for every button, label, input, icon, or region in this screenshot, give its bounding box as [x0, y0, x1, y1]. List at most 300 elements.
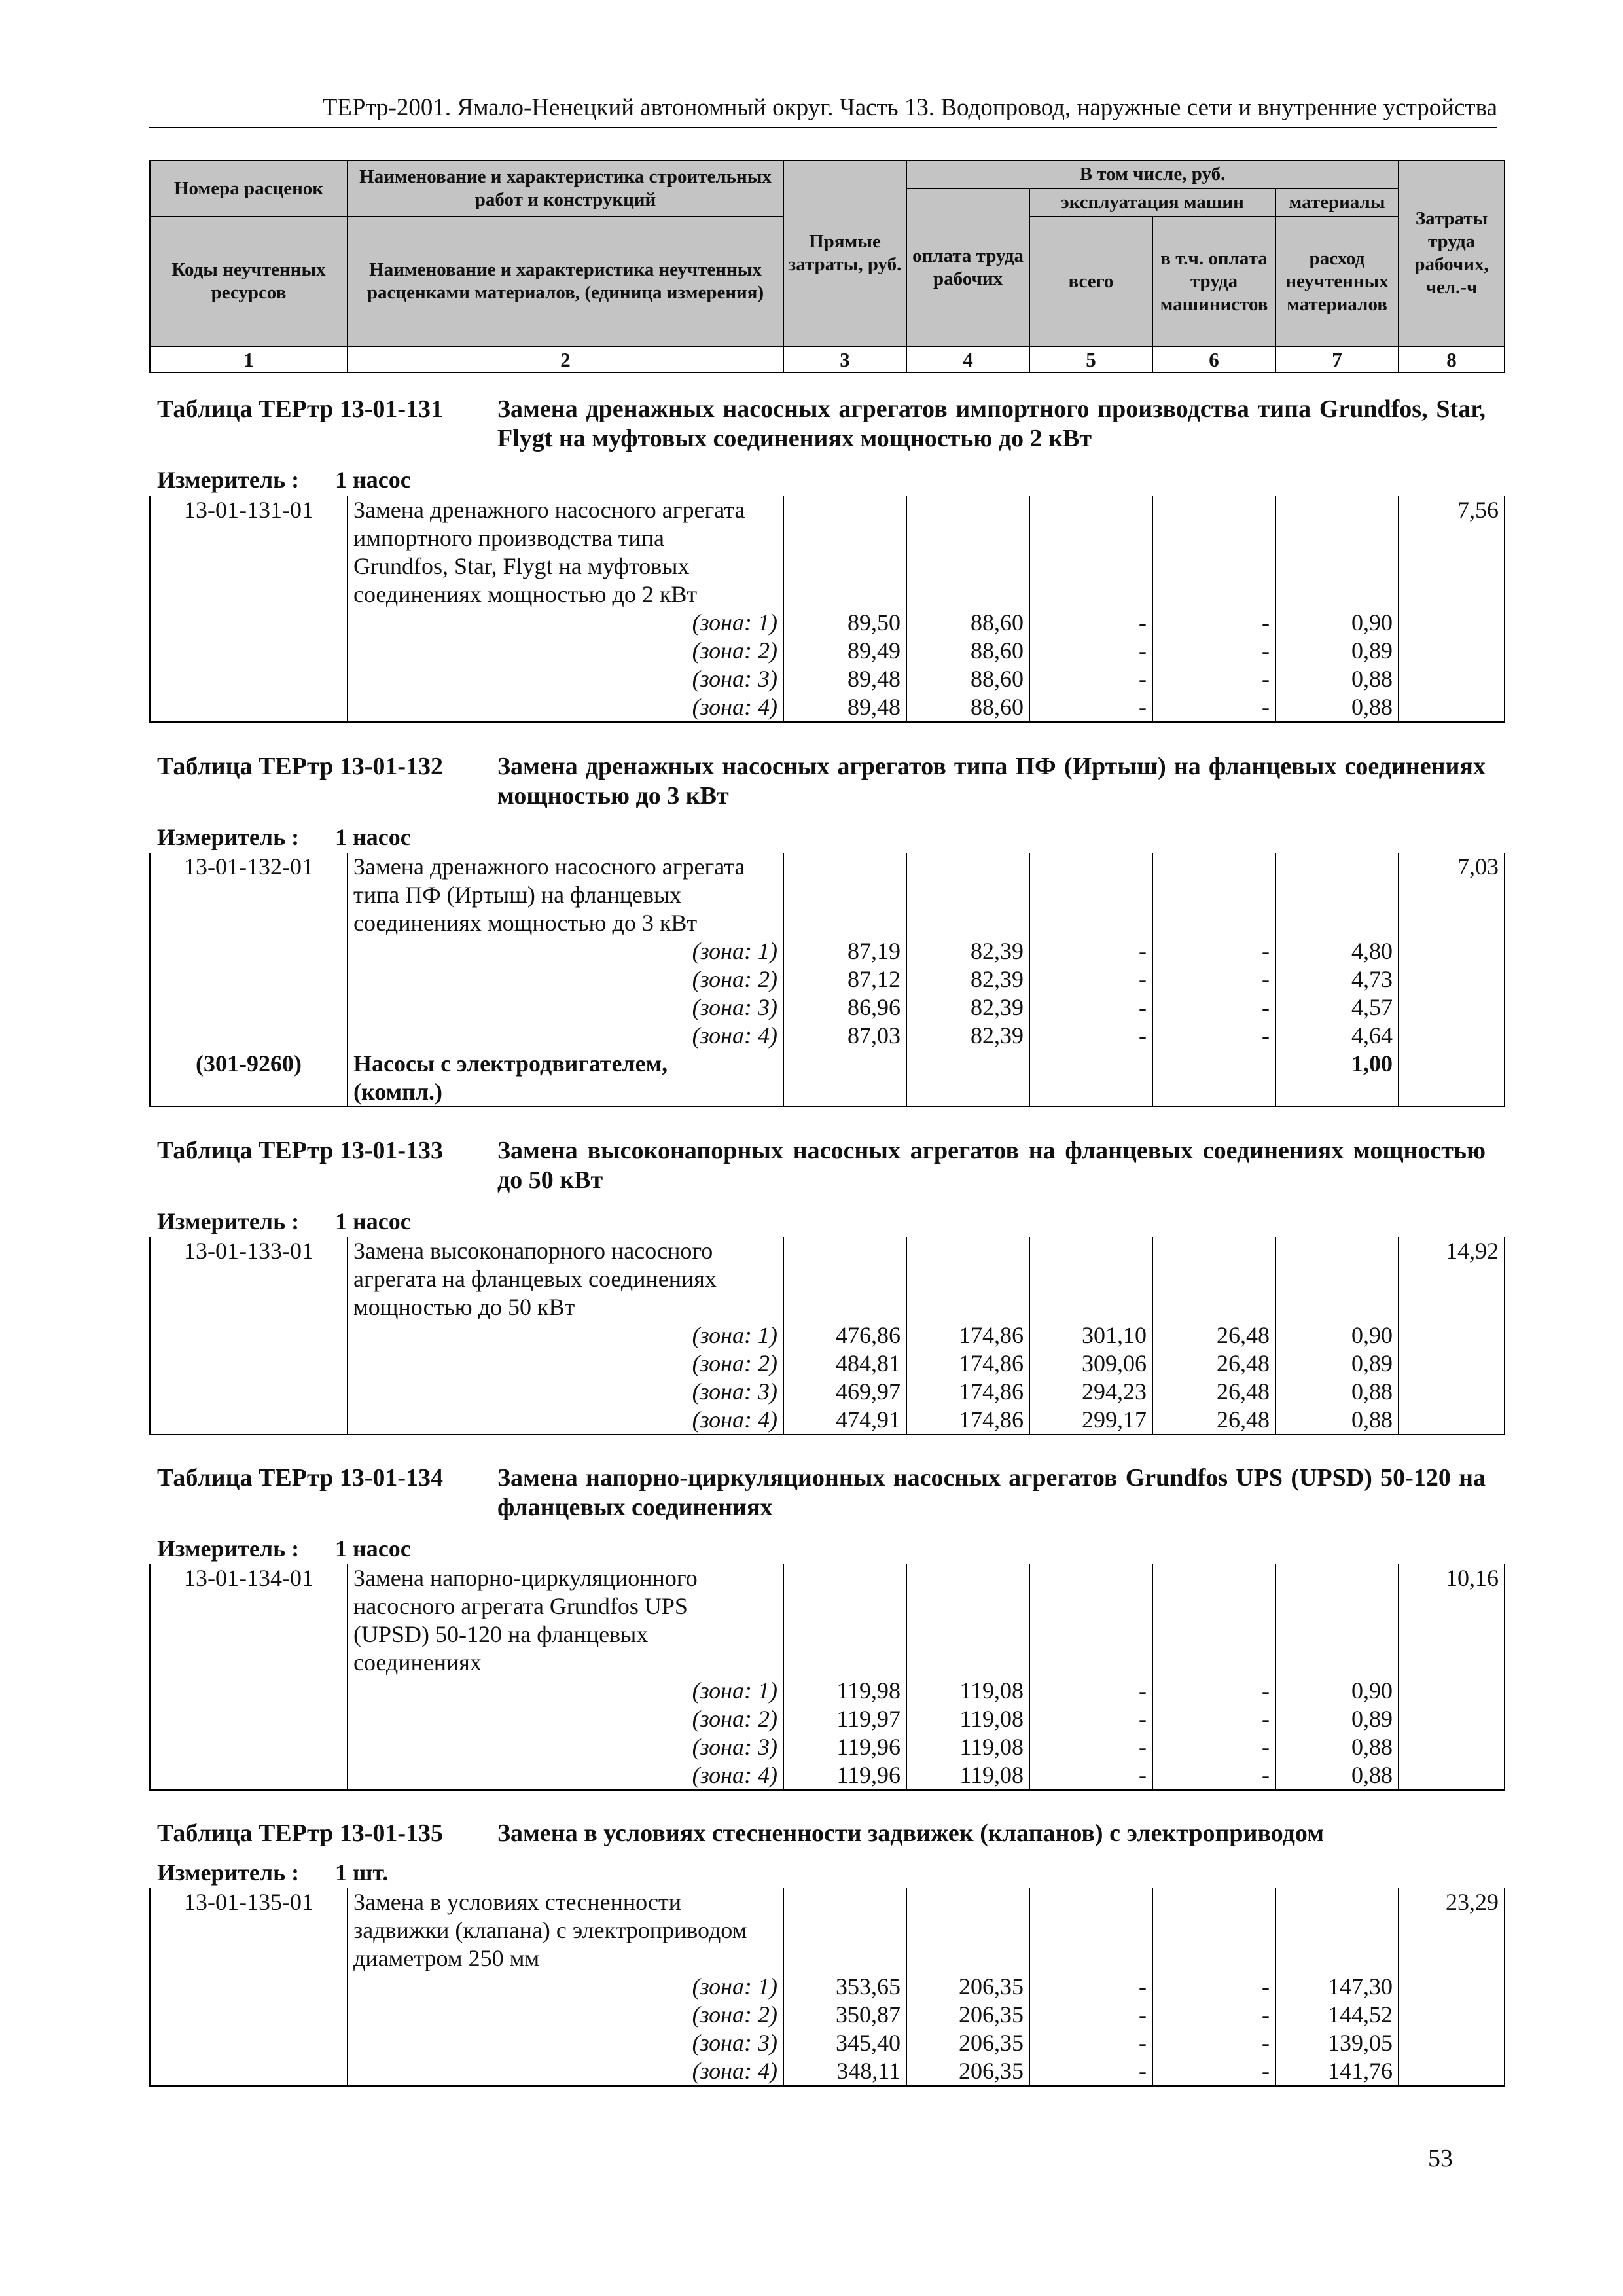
cell-empty: [1399, 637, 1505, 665]
wages-cost: 88,60: [906, 665, 1029, 693]
cell-empty: [150, 609, 348, 637]
machinery-cost: 301,10: [1029, 1321, 1152, 1350]
rate-code: [150, 881, 348, 909]
machinist-wages: -: [1152, 1733, 1275, 1761]
materials-cost: 0,90: [1275, 609, 1399, 637]
rate-description: импортного производства типа: [348, 524, 783, 552]
unit-line: [157, 1208, 681, 1235]
rate-description: Замена в условиях стесненности: [348, 1888, 783, 1916]
cell-empty: [783, 1916, 906, 1945]
labor-cost: [1399, 1265, 1505, 1293]
direct-cost: 353,65: [783, 1973, 906, 2001]
rate-description: диаметром 250 мм: [348, 1945, 783, 1973]
cell-empty: [1399, 1705, 1505, 1733]
cell-empty: [1152, 853, 1275, 881]
header-vtch: в т.ч. оплата труда машинистов: [1152, 217, 1275, 346]
cell-empty: [1029, 909, 1152, 937]
wages-cost: 206,35: [906, 2029, 1029, 2057]
machinist-wages: -: [1152, 609, 1275, 637]
machinery-cost: -: [1029, 1022, 1152, 1050]
table-code: Таблица ТЕРтр 13-01-134: [157, 1464, 444, 1492]
cell-empty: [1399, 2057, 1505, 2086]
cell-empty: [1152, 909, 1275, 937]
col-num: 7: [1275, 346, 1399, 372]
materials-cost: 141,76: [1275, 2057, 1399, 2086]
header-materialy: материалы: [1275, 188, 1399, 217]
cell-empty: [1399, 965, 1505, 994]
table-row: [150, 1761, 1505, 1790]
table-row: [150, 1564, 1505, 1592]
rate-code: [150, 1592, 348, 1621]
cell-empty: [1399, 1406, 1505, 1435]
column-header-table: [149, 160, 1505, 373]
machinery-cost: -: [1029, 693, 1152, 722]
rate-code: 13-01-133-01: [150, 1237, 348, 1265]
rate-table: [149, 1564, 1505, 1791]
cell-empty: [150, 994, 348, 1022]
materials-cost: 4,73: [1275, 965, 1399, 994]
table-row: [150, 1677, 1505, 1705]
machinist-wages: 26,48: [1152, 1406, 1275, 1435]
cell-empty: [1275, 1945, 1399, 1973]
cell-empty: [150, 1022, 348, 1050]
cell-empty: [150, 2029, 348, 2057]
table-row: [150, 1406, 1505, 1435]
cell-empty: [1152, 1621, 1275, 1649]
cell-empty: [1399, 1022, 1505, 1050]
materials-cost: 0,88: [1275, 1761, 1399, 1790]
cell-empty: [1275, 552, 1399, 581]
cell-empty: [906, 1293, 1029, 1321]
header-zatraty: Затраты труда рабочих, чел.-ч: [1399, 160, 1505, 346]
cell-empty: [906, 853, 1029, 881]
rate-description: соединениях мощностью до 2 кВт: [348, 581, 783, 609]
cell-empty: [1399, 2029, 1505, 2057]
machinist-wages: -: [1152, 2057, 1275, 2086]
header-nomera: Номера расценок: [150, 160, 348, 217]
cell-empty: [783, 1649, 906, 1677]
unit-value: 1 шт.: [335, 1859, 389, 1886]
wages-cost: 82,39: [906, 965, 1029, 994]
table-row: [150, 1078, 1505, 1107]
running-head-rule: [149, 127, 1497, 128]
cell-empty: [1029, 1888, 1152, 1916]
wages-cost: 119,08: [906, 1733, 1029, 1761]
cell-empty: [1399, 1973, 1505, 2001]
rate-code: 13-01-131-01: [150, 496, 348, 524]
labor-cost: [1399, 881, 1505, 909]
cell-empty: [1399, 2001, 1505, 2029]
wages-cost: 206,35: [906, 2001, 1029, 2029]
table-row: [150, 1973, 1505, 2001]
unit-value: 1 насос: [335, 824, 411, 850]
table-row: [150, 1378, 1505, 1406]
direct-cost: 484,81: [783, 1350, 906, 1378]
rate-code: [150, 1621, 348, 1649]
rate-description: соединениях: [348, 1649, 783, 1677]
wages-cost: 119,08: [906, 1705, 1029, 1733]
col-num: 1: [150, 346, 348, 372]
wages-cost: 174,86: [906, 1378, 1029, 1406]
cell-empty: [1152, 1649, 1275, 1677]
cell-empty: [906, 881, 1029, 909]
materials-cost: 0,88: [1275, 1733, 1399, 1761]
unit-label: Измеритель :: [157, 824, 300, 850]
table-name: Замена дренажных насосных агрегатов типа ПФ (Иртыш) на фланцевых соединениях мощностью до 3 кВт: [497, 753, 1486, 810]
rate-description: Замена дренажного насосного агрегата: [348, 496, 783, 524]
machinery-cost: -: [1029, 665, 1152, 693]
cell-empty: [1029, 881, 1152, 909]
zone-label: (зона: 1): [348, 1973, 783, 2001]
unit-value: 1 насос: [335, 1535, 411, 1562]
wages-cost: 88,60: [906, 693, 1029, 722]
cell-empty: [1029, 524, 1152, 552]
machinist-wages: 26,48: [1152, 1350, 1275, 1378]
table-row: [150, 1945, 1505, 1973]
cell-empty: [783, 1237, 906, 1265]
cell-empty: [1275, 1621, 1399, 1649]
cell-empty: [150, 965, 348, 994]
cell-empty: [783, 1592, 906, 1621]
cell-empty: [1152, 1265, 1275, 1293]
zone-label: (зона: 3): [348, 1378, 783, 1406]
cell-empty: [1399, 1078, 1505, 1107]
table-title: [157, 1136, 1486, 1195]
rate-description: (UPSD) 50-120 на фланцевых: [348, 1621, 783, 1649]
rate-description: Замена высоконапорного насосного: [348, 1237, 783, 1265]
rate-code: [150, 552, 348, 581]
cell-empty: [1029, 1237, 1152, 1265]
table-row: [150, 1888, 1505, 1916]
header-naim-bottom: Наименование и характеристика неучтенных расценками материалов, (единица измерения): [348, 217, 783, 346]
rate-description: Замена напорно-циркуляционного: [348, 1564, 783, 1592]
cell-empty: [1399, 693, 1505, 722]
running-head: ТЕРтр-2001. Ямало-Ненецкий автономный округ. Часть 13. Водопровод, наружные сети и внутренние устройства: [322, 94, 1497, 121]
table-row: [150, 2001, 1505, 2029]
table-row: [150, 1237, 1505, 1265]
cell-empty: [150, 2057, 348, 2086]
unit-label: Измеритель :: [157, 1208, 300, 1234]
rate-description: типа ПФ (Иртыш) на фланцевых: [348, 881, 783, 909]
cell-empty: [1029, 581, 1152, 609]
labor-cost: [1399, 1649, 1505, 1677]
table-row: [150, 581, 1505, 609]
cell-empty: [1152, 1237, 1275, 1265]
cell-empty: [783, 1621, 906, 1649]
cell-empty: [906, 1916, 1029, 1945]
table-title: [157, 752, 1486, 811]
wages-cost: 119,08: [906, 1677, 1029, 1705]
cell-empty: [1029, 1916, 1152, 1945]
machinery-cost: -: [1029, 2057, 1152, 2086]
labor-cost: 23,29: [1399, 1888, 1505, 1916]
unit-line: [157, 1859, 681, 1886]
cell-empty: [906, 552, 1029, 581]
table-row: [150, 1321, 1505, 1350]
labor-cost: 7,03: [1399, 853, 1505, 881]
wages-cost: 88,60: [906, 609, 1029, 637]
zone-label: (зона: 2): [348, 1350, 783, 1378]
zone-label: (зона: 1): [348, 937, 783, 965]
zone-label: (зона: 4): [348, 1406, 783, 1435]
cell-empty: [906, 524, 1029, 552]
cell-empty: [1399, 1378, 1505, 1406]
cell-empty: [1275, 1564, 1399, 1592]
rate-description: мощностью до 50 кВт: [348, 1293, 783, 1321]
table-name: Замена напорно-циркуляционных насосных агрегатов Grundfos UPS (UPSD) 50-120 на фланцевых соединениях: [497, 1464, 1486, 1521]
table-row: [150, 496, 1505, 524]
cell-empty: [906, 1078, 1029, 1107]
table-row: [150, 1350, 1505, 1378]
wages-cost: 82,39: [906, 994, 1029, 1022]
cell-empty: [1399, 1761, 1505, 1790]
resource-amount: [1275, 1078, 1399, 1107]
col-num: 8: [1399, 346, 1505, 372]
cell-empty: [1399, 665, 1505, 693]
table-name: Замена в условиях стесненности задвижек (клапанов) с электроприводом: [497, 1820, 1324, 1847]
zone-label: (зона: 2): [348, 637, 783, 665]
wages-cost: 174,86: [906, 1406, 1029, 1435]
cell-empty: [150, 1406, 348, 1435]
resource-code: (301-9260): [150, 1050, 348, 1078]
cell-empty: [1275, 581, 1399, 609]
table-code: Таблица ТЕРтр 13-01-131: [157, 395, 444, 423]
labor-cost: [1399, 1293, 1505, 1321]
cell-empty: [1152, 1293, 1275, 1321]
table-row: [150, 609, 1505, 637]
cell-empty: [1275, 881, 1399, 909]
cell-empty: [1152, 1078, 1275, 1107]
labor-cost: [1399, 1621, 1505, 1649]
cell-empty: [783, 496, 906, 524]
table-row: [150, 965, 1505, 994]
cell-empty: [1399, 1050, 1505, 1078]
machinist-wages: -: [1152, 1705, 1275, 1733]
rate-description: соединениях мощностью до 3 кВт: [348, 909, 783, 937]
cell-empty: [783, 909, 906, 937]
direct-cost: 119,97: [783, 1705, 906, 1733]
rate-code: [150, 524, 348, 552]
cell-empty: [1275, 1237, 1399, 1265]
rate-code: [150, 1265, 348, 1293]
labor-cost: 10,16: [1399, 1564, 1505, 1592]
table-code: Таблица ТЕРтр 13-01-133: [157, 1137, 444, 1164]
cell-empty: [1275, 1592, 1399, 1621]
cell-empty: [1399, 1677, 1505, 1705]
cell-empty: [1029, 1564, 1152, 1592]
table-row: [150, 693, 1505, 722]
machinery-cost: -: [1029, 2001, 1152, 2029]
cell-empty: [1152, 581, 1275, 609]
cell-empty: [783, 581, 906, 609]
cell-empty: [906, 581, 1029, 609]
machinist-wages: -: [1152, 1022, 1275, 1050]
rate-code: [150, 1945, 348, 1973]
table-row: [150, 853, 1505, 881]
cell-empty: [1152, 1916, 1275, 1945]
cell-empty: [1152, 1945, 1275, 1973]
cell-empty: [1275, 1293, 1399, 1321]
cell-empty: [783, 881, 906, 909]
wages-cost: 174,86: [906, 1321, 1029, 1350]
wages-cost: 206,35: [906, 1973, 1029, 2001]
cell-empty: [1399, 609, 1505, 637]
cell-empty: [783, 1293, 906, 1321]
machinist-wages: -: [1152, 1973, 1275, 2001]
cell-empty: [1029, 496, 1152, 524]
cell-empty: [1399, 994, 1505, 1022]
machinist-wages: -: [1152, 2029, 1275, 2057]
cell-empty: [906, 1621, 1029, 1649]
cell-empty: [150, 937, 348, 965]
zone-label: (зона: 3): [348, 2029, 783, 2057]
table-title: [157, 395, 1486, 454]
labor-cost: 14,92: [1399, 1237, 1505, 1265]
header-ekspl: эксплуатация машин: [1029, 188, 1275, 217]
header-pryamye: Прямые затраты, руб.: [783, 160, 906, 346]
resource-amount: 1,00: [1275, 1050, 1399, 1078]
direct-cost: 86,96: [783, 994, 906, 1022]
zone-label: (зона: 4): [348, 1022, 783, 1050]
cell-empty: [906, 909, 1029, 937]
materials-cost: 0,88: [1275, 1406, 1399, 1435]
cell-empty: [1152, 524, 1275, 552]
zone-label: (зона: 3): [348, 1733, 783, 1761]
cell-empty: [1152, 552, 1275, 581]
zone-label: (зона: 3): [348, 994, 783, 1022]
rate-table: [149, 1888, 1505, 2087]
machinery-cost: 299,17: [1029, 1406, 1152, 1435]
machinery-cost: -: [1029, 937, 1152, 965]
machinery-cost: -: [1029, 1705, 1152, 1733]
zone-label: (зона: 2): [348, 1705, 783, 1733]
cell-empty: [783, 1888, 906, 1916]
cell-empty: [150, 1733, 348, 1761]
materials-cost: 0,90: [1275, 1677, 1399, 1705]
unit-line: [157, 1535, 681, 1562]
direct-cost: 119,96: [783, 1733, 906, 1761]
cell-empty: [1029, 1078, 1152, 1107]
cell-empty: [1029, 1050, 1152, 1078]
cell-empty: [783, 552, 906, 581]
cell-empty: [1399, 937, 1505, 965]
zone-label: (зона: 2): [348, 2001, 783, 2029]
unit-label: Измеритель :: [157, 1859, 300, 1886]
cell-empty: [150, 1705, 348, 1733]
cell-empty: [1029, 1293, 1152, 1321]
zone-label: (зона: 4): [348, 693, 783, 722]
direct-cost: 89,49: [783, 637, 906, 665]
rate-code: 13-01-132-01: [150, 853, 348, 881]
cell-empty: [1275, 1265, 1399, 1293]
table-row: [150, 1621, 1505, 1649]
cell-empty: [1152, 496, 1275, 524]
resource-name: Насосы с электродвигателем,: [348, 1050, 783, 1078]
rate-code: [150, 909, 348, 937]
cell-empty: [1275, 524, 1399, 552]
cell-empty: [1029, 1945, 1152, 1973]
table-name: Замена высоконапорных насосных агрегатов на фланцевых соединениях мощностью до 50 кВт: [497, 1137, 1486, 1194]
cell-empty: [1152, 881, 1275, 909]
rate-table: [149, 496, 1505, 723]
machinery-cost: -: [1029, 994, 1152, 1022]
cell-empty: [150, 1350, 348, 1378]
materials-cost: 0,89: [1275, 1350, 1399, 1378]
rate-description: агрегата на фланцевых соединениях: [348, 1265, 783, 1293]
unit-line: [157, 466, 681, 493]
cell-empty: [1399, 1350, 1505, 1378]
table-row: [150, 665, 1505, 693]
table-row: [150, 1916, 1505, 1945]
header-oplata: оплата труда рабочих: [906, 188, 1029, 346]
materials-cost: 144,52: [1275, 2001, 1399, 2029]
cell-empty: [783, 1945, 906, 1973]
machinist-wages: -: [1152, 693, 1275, 722]
cell-empty: [1029, 1592, 1152, 1621]
machinist-wages: -: [1152, 665, 1275, 693]
cell-empty: [906, 1945, 1029, 1973]
table-code: Таблица ТЕРтр 13-01-135: [157, 1820, 444, 1847]
direct-cost: 350,87: [783, 2001, 906, 2029]
direct-cost: 87,12: [783, 965, 906, 994]
cell-empty: [150, 693, 348, 722]
machinery-cost: -: [1029, 1733, 1152, 1761]
direct-cost: 89,48: [783, 665, 906, 693]
materials-cost: 0,89: [1275, 637, 1399, 665]
cell-empty: [150, 1378, 348, 1406]
cell-empty: [783, 1564, 906, 1592]
table-row: [150, 881, 1505, 909]
wages-cost: 88,60: [906, 637, 1029, 665]
machinery-cost: 309,06: [1029, 1350, 1152, 1378]
cell-empty: [150, 1761, 348, 1790]
cell-empty: [1275, 496, 1399, 524]
rate-code: 13-01-134-01: [150, 1564, 348, 1592]
wages-cost: 82,39: [906, 1022, 1029, 1050]
table-row: [150, 637, 1505, 665]
cell-empty: [150, 1321, 348, 1350]
machinery-cost: -: [1029, 1761, 1152, 1790]
materials-cost: 0,89: [1275, 1705, 1399, 1733]
labor-cost: [1399, 1592, 1505, 1621]
materials-cost: 0,88: [1275, 693, 1399, 722]
cell-empty: [906, 1237, 1029, 1265]
materials-cost: 4,57: [1275, 994, 1399, 1022]
labor-cost: [1399, 909, 1505, 937]
cell-empty: [150, 665, 348, 693]
unit-label: Измеритель :: [157, 467, 300, 493]
rate-code: [150, 1293, 348, 1321]
rate-description: Замена дренажного насосного агрегата: [348, 853, 783, 881]
direct-cost: 119,96: [783, 1761, 906, 1790]
labor-cost: [1399, 1945, 1505, 1973]
table-row: [150, 1293, 1505, 1321]
unit-value: 1 насос: [335, 1208, 411, 1234]
zone-label: (зона: 3): [348, 665, 783, 693]
cell-empty: [783, 1265, 906, 1293]
resource-code: [150, 1078, 348, 1107]
cell-empty: [906, 1050, 1029, 1078]
cell-empty: [1152, 1050, 1275, 1078]
rate-description: насосного агрегата Grundfos UPS: [348, 1592, 783, 1621]
cell-empty: [1029, 1649, 1152, 1677]
table-row: [150, 994, 1505, 1022]
direct-cost: 119,98: [783, 1677, 906, 1705]
resource-name: (компл.): [348, 1078, 783, 1107]
cell-empty: [1029, 552, 1152, 581]
direct-cost: 345,40: [783, 2029, 906, 2057]
rate-code: 13-01-135-01: [150, 1888, 348, 1916]
